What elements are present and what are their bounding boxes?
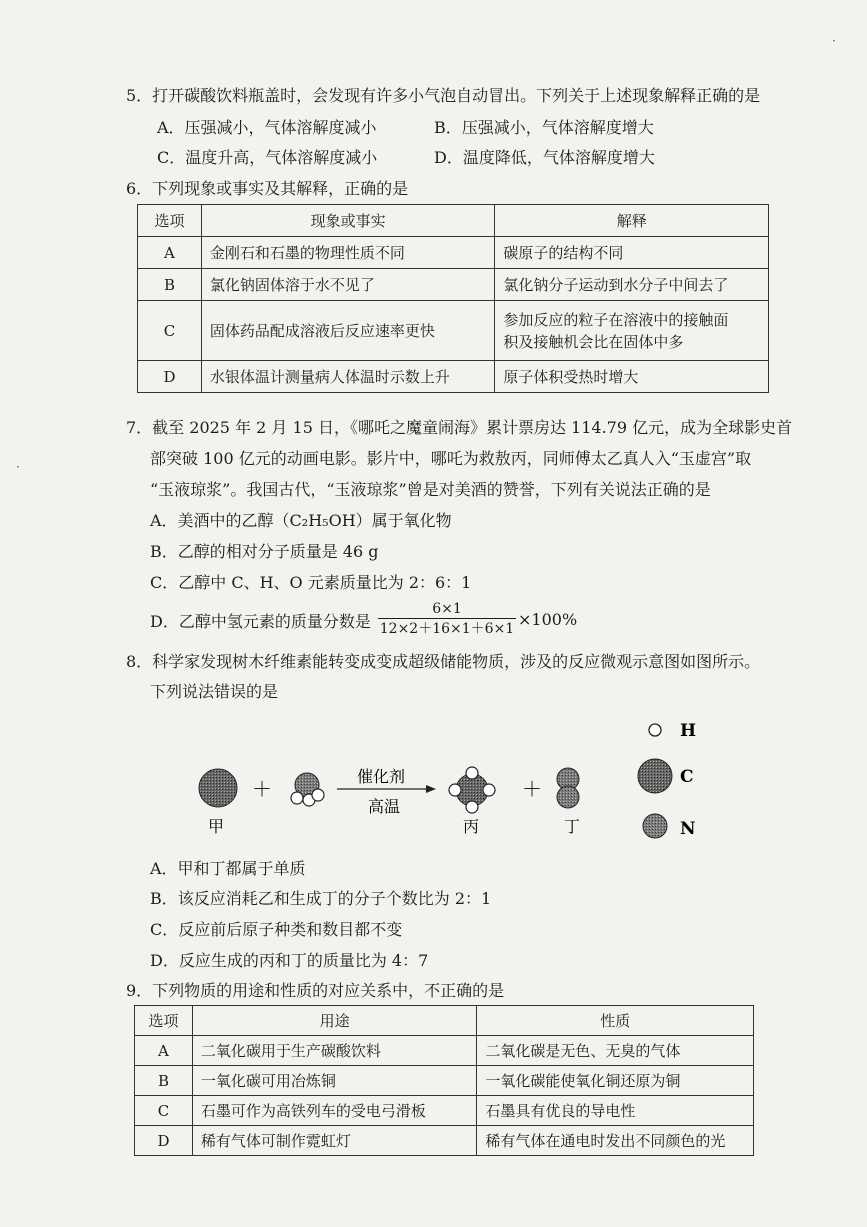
table-row [135, 1066, 754, 1096]
table-header-row [135, 1006, 754, 1036]
row-option: B [138, 269, 202, 301]
q8-option-d: D．反应生成的丙和丁的质量比为 4：7 [150, 951, 429, 970]
condition-label: 高温 [368, 797, 401, 816]
header-property: 性质 [477, 1006, 754, 1036]
row-option: A [135, 1036, 193, 1066]
header-use: 用途 [192, 1006, 477, 1036]
q7-option-b: B．乙醇的相对分子质量是 46 g [150, 542, 379, 561]
legend-h-symbol: H [680, 721, 697, 741]
q7-stem-line3: “玉液琼浆”。我国古代，“玉液琼浆”曾是对美酒的赞誉，下列有关说法正确的是 [150, 480, 711, 499]
table-row [135, 1036, 754, 1066]
legend-n-atom-icon [643, 814, 667, 838]
row-explanation: 原子体积受热时增大 [495, 361, 769, 393]
row-option: C [138, 301, 202, 361]
label-ding: 丁 [564, 817, 581, 836]
q7-stem-line2: 部突破 100 亿元的动画电影。影片中，哪吒为救敖丙，同师傅太乙真人入“玉虚宫”取 [150, 449, 752, 468]
catalyst-label: 催化剂 [357, 767, 406, 786]
q9-table [134, 1005, 754, 1156]
table-row [135, 1126, 754, 1156]
q7-option-d-suffix: ×100% [518, 610, 578, 629]
row-explanation: 碳原子的结构不同 [495, 237, 769, 269]
scan-dot: · [16, 460, 20, 474]
q5-option-a: A．压强减小，气体溶解度减小 [157, 118, 377, 137]
header-option: 选项 [138, 205, 202, 237]
row-property: 石墨具有优良的导电性 [477, 1096, 754, 1126]
molecule-ding [557, 768, 579, 808]
row-use: 石墨可作为高铁列车的受电弓滑板 [192, 1096, 477, 1126]
q7-option-c: C．乙醇中 C、H、O 元素质量比为 2：6：1 [150, 573, 472, 592]
q7-fraction-bar [378, 618, 516, 619]
row-fact: 固体药品配成溶液后反应速率更快 [201, 301, 495, 361]
row-property: 一氧化碳能使氧化铜还原为铜 [477, 1066, 754, 1096]
plus-sign-2: ＋ [522, 777, 542, 801]
row-option: B [135, 1066, 193, 1096]
q5-option-d: D．温度降低，气体溶解度增大 [434, 148, 655, 167]
scan-dot: · [832, 34, 836, 48]
row-option: C [135, 1096, 193, 1126]
row-fact: 水银体温计测量病人体温时示数上升 [201, 361, 495, 393]
table-header-row [138, 205, 769, 237]
row-option: D [135, 1126, 193, 1156]
q8-option-a: A．甲和丁都属于单质 [150, 859, 306, 878]
molecule-bing [449, 767, 495, 813]
q8-stem-line1: 8．科学家发现树木纤维素能转变成变成超级储能物质，涉及的反应微观示意图如图所示。 [126, 652, 761, 671]
row-option: D [138, 361, 202, 393]
q6-table [137, 204, 769, 393]
molecule-jia [199, 769, 237, 807]
row-property: 二氧化碳是无色、无臭的气体 [477, 1036, 754, 1066]
row-use: 二氧化碳用于生产碳酸饮料 [192, 1036, 477, 1066]
table-row [138, 301, 769, 361]
q7-stem-line1: 7．截至 2025 年 2 月 15 日，《哪吒之魔童闹海》累计票房达 114.79 亿元，成为全球影史首 [126, 418, 793, 437]
legend [638, 721, 696, 839]
plus-sign-1: ＋ [252, 777, 272, 801]
q8-option-b: B．该反应消耗乙和生成丁的分子个数比为 2：1 [150, 889, 492, 908]
legend-h-atom-icon [649, 724, 661, 736]
reaction-arrow-head-icon [426, 785, 436, 793]
q5-option-c: C．温度升高，气体溶解度减小 [157, 148, 378, 167]
row-explanation-cell [495, 301, 769, 361]
row-use: 一氧化碳可用冶炼铜 [192, 1066, 477, 1096]
row-explanation-line2: 积及接触机会比在固体中多 [503, 332, 684, 351]
q8-stem-line2: 下列说法错误的是 [150, 682, 279, 701]
q5-option-b: B．压强减小，气体溶解度增大 [434, 118, 654, 137]
row-option: A [138, 237, 202, 269]
q7-fraction-denominator: 12×2＋16×1＋6×1 [379, 621, 515, 637]
row-use: 稀有气体可制作霓虹灯 [192, 1126, 477, 1156]
row-explanation: 氯化钠分子运动到水分子中间去了 [495, 269, 769, 301]
row-explanation-line1: 参加反应的粒子在溶液中的接触面 [503, 310, 729, 329]
q9-stem: 9．下列物质的用途和性质的对应关系中，不正确的是 [126, 981, 505, 1000]
molecule-yi [291, 773, 324, 806]
q7-fraction-numerator: 6×1 [432, 601, 462, 617]
q6-stem: 6．下列现象或事实及其解释，正确的是 [126, 179, 409, 198]
label-jia: 甲 [208, 817, 225, 836]
header-option: 选项 [135, 1006, 193, 1036]
row-fact: 氯化钠固体溶于水不见了 [201, 269, 495, 301]
q7-option-a: A．美酒中的乙醇（C₂H₅OH）属于氧化物 [150, 511, 452, 530]
q7-option-d-prefix: D．乙醇中氢元素的质量分数是 [150, 612, 371, 631]
legend-c-atom-icon [638, 759, 672, 793]
legend-c-symbol: C [680, 767, 694, 787]
table-row [138, 269, 769, 301]
row-property: 稀有气体在通电时发出不同颜色的光 [477, 1126, 754, 1156]
legend-n-symbol: N [680, 819, 696, 839]
q8-option-c: C．反应前后原子种类和数目都不变 [150, 920, 403, 939]
table-row [138, 361, 769, 393]
table-row [135, 1096, 754, 1126]
table-row [138, 237, 769, 269]
row-fact: 金刚石和石墨的物理性质不同 [201, 237, 495, 269]
reaction-diagram [0, 700, 867, 850]
label-bing: 丙 [463, 817, 480, 836]
header-explanation: 解释 [495, 205, 769, 237]
header-fact: 现象或事实 [201, 205, 495, 237]
q5-stem: 5．打开碳酸饮料瓶盖时，会发现有许多小气泡自动冒出。下列关于上述现象解释正确的是 [126, 86, 761, 105]
